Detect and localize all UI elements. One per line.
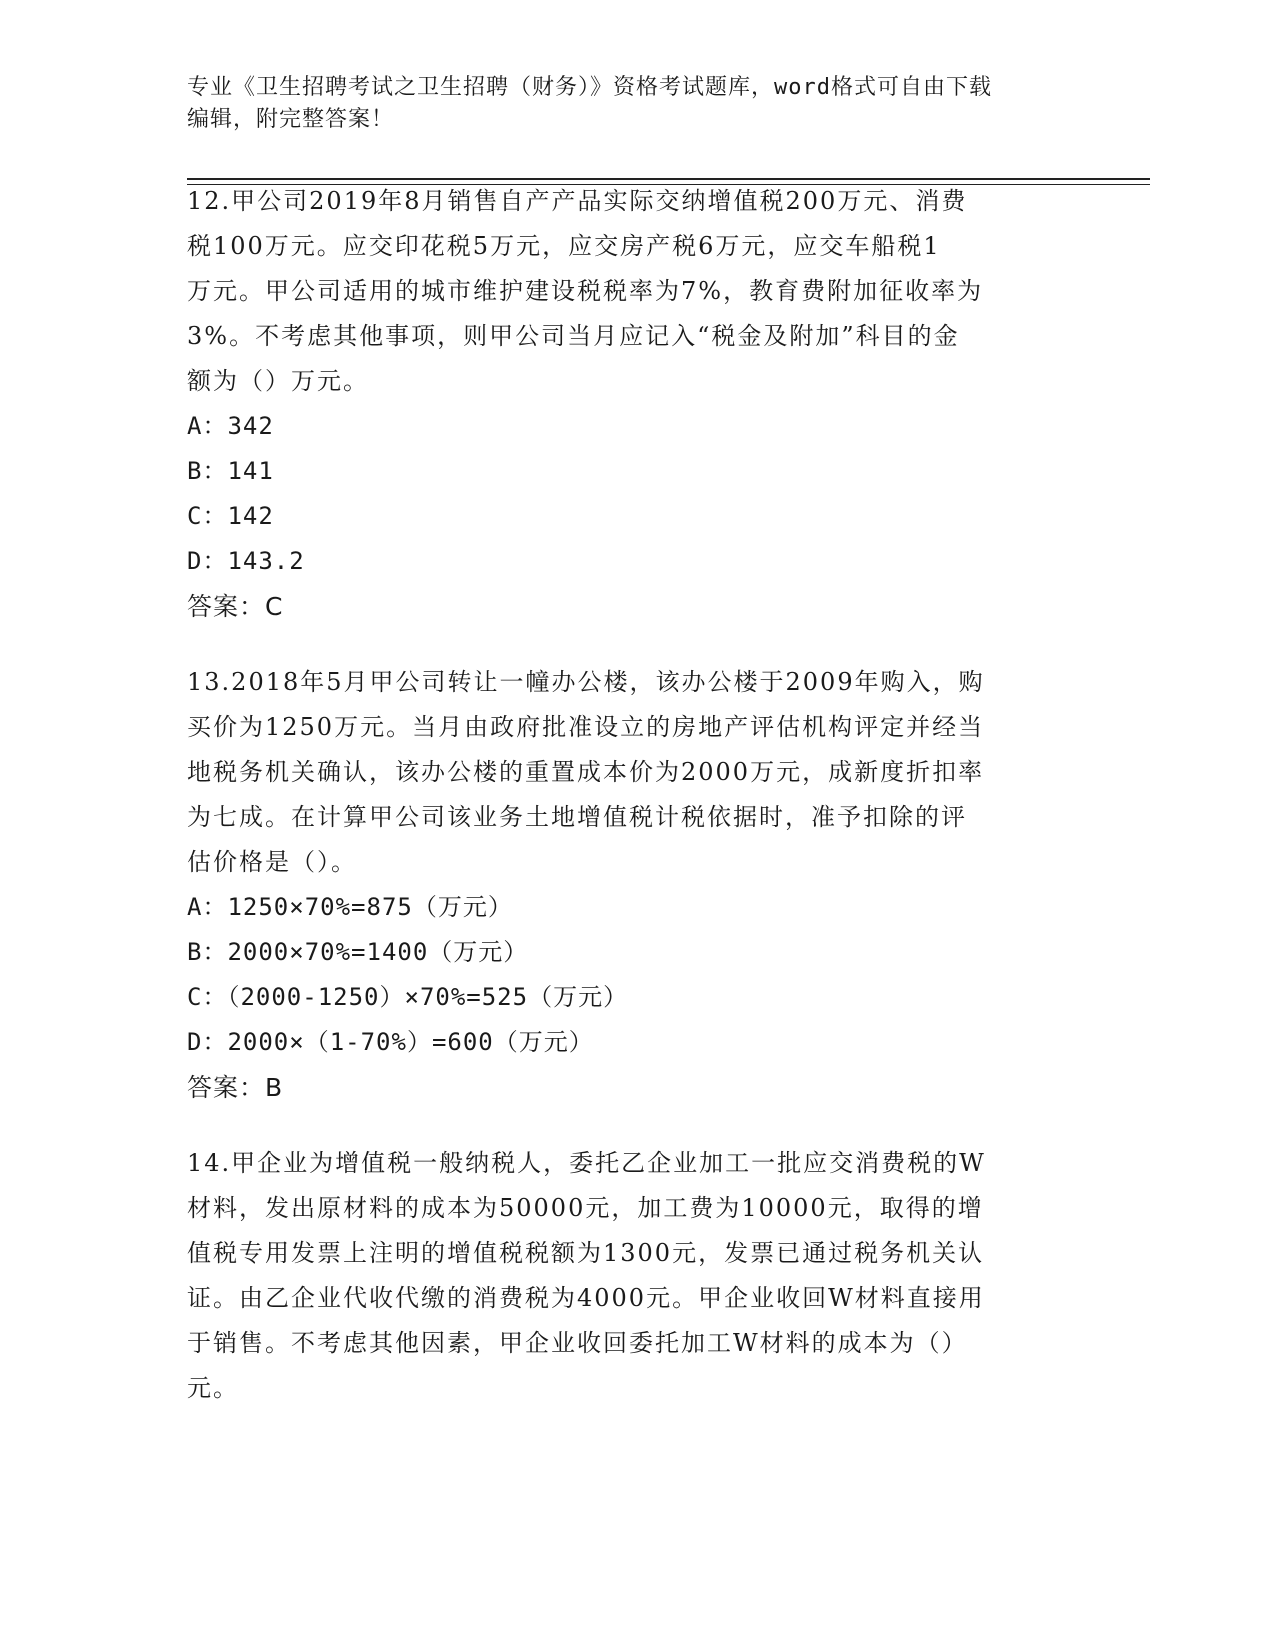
question-text-line: 12.甲公司2019年8月销售自产产品实际交纳增值税200万元、消费 xyxy=(187,187,968,215)
question-text-line: 值税专用发票上注明的增值税税额为1300元，发票已通过税务机关认 xyxy=(187,1239,985,1267)
question-text-line: 材料，发出原材料的成本为50000元，加工费为10000元，取得的增 xyxy=(187,1194,984,1222)
answer-text: 答案：B xyxy=(187,1073,284,1102)
question-13 xyxy=(187,660,1087,1110)
option-d: D：2000×（1-70%）=600（万元） xyxy=(187,1028,594,1056)
question-text-line: 地税务机关确认，该办公楼的重置成本价为2000万元，成新度折扣率 xyxy=(187,758,985,786)
question-text-line: 估价格是（）。 xyxy=(187,848,357,876)
answer-text: 答案：C xyxy=(187,592,284,621)
option-a: A：342 xyxy=(187,412,274,440)
document-header xyxy=(187,72,1087,136)
question-text-line: 14.甲企业为增值税一般纳税人，委托乙企业加工一批应交消费税的W xyxy=(187,1149,986,1177)
option-a: A：1250×70%=875（万元） xyxy=(187,893,513,921)
option-b: B：141 xyxy=(187,457,274,485)
header-line-2: 编辑，附完整答案！ xyxy=(187,107,395,132)
header-line-1: 专业《卫生招聘考试之卫生招聘（财务）》资格考试题库，word格式可自由下载 xyxy=(187,75,992,100)
option-c: C：（2000-1250）×70%=525（万元） xyxy=(187,983,629,1011)
question-text-line: 万元。甲公司适用的城市维护建设税税率为7%，教育费附加征收率为 xyxy=(187,277,984,305)
question-text-line: 额为（）万元。 xyxy=(187,367,369,395)
option-c: C：142 xyxy=(187,502,274,530)
question-12 xyxy=(187,179,1087,629)
question-text-line: 为七成。在计算甲公司该业务土地增值税计税依据时，准予扣除的评 xyxy=(187,803,967,831)
question-text-line: 税100万元。应交印花税5万元，应交房产税6万元，应交车船税1 xyxy=(187,232,941,260)
question-text-line: 13.2018年5月甲公司转让一幢办公楼，该办公楼于2009年购入，购 xyxy=(187,668,985,696)
option-d: D：143.2 xyxy=(187,547,305,575)
question-14 xyxy=(187,1141,1087,1411)
question-text-line: 3%。不考虑其他事项，则甲公司当月应记入“税金及附加”科目的金 xyxy=(187,322,960,350)
question-text-line: 买价为1250万元。当月由政府批准设立的房地产评估机构评定并经当 xyxy=(187,713,985,741)
option-b: B：2000×70%=1400（万元） xyxy=(187,938,529,966)
question-text-line: 于销售。不考虑其他因素，甲企业收回委托加工W材料的成本为（） xyxy=(187,1329,968,1357)
question-text-line: 证。由乙企业代收代缴的消费税为4000元。甲企业收回W材料直接用 xyxy=(187,1284,985,1312)
question-text-line: 元。 xyxy=(187,1374,239,1402)
